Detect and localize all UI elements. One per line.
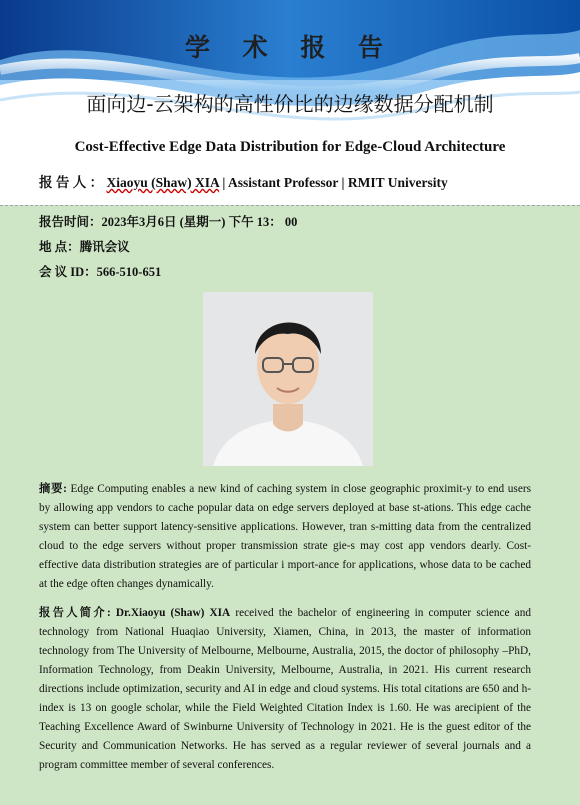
speaker-details: | Assistant Professor | RMIT University: [222, 175, 448, 190]
bio-paragraph: [39, 604, 531, 775]
talk-title-en: Cost-Effective Edge Data Distribution for Edge-Cloud Architecture: [74, 139, 506, 155]
abstract-text: Edge Computing enables a new kind of caching system in close geographic proximit-y to end users by allowing app vendors to cache popular data on edge servers deployed at base st-ations. This edge cache system can better support latency-sensitive applications. However, tran s-mitting data from the centralized cloud to the edge servers without proper transmission strate gie-s may cost app vendors dearly. Cost-effective data distribution strategies are of particular i mport-ance for applications, whose data to be cached at the edge often changes dynamically.: [39, 483, 531, 590]
speaker-label: 报 告 人 ：: [39, 175, 104, 190]
abstract-paragraph: [39, 480, 531, 594]
banner-title: 学 术 报 告: [184, 33, 396, 62]
talk-title-cn: 面向边-云架构的高性价比的边缘数据分配机制: [86, 92, 494, 116]
talk-location: 地 点：腾讯会议: [39, 240, 130, 254]
speaker-photo: [203, 292, 373, 466]
meeting-id: 会 议 ID：566-510-651: [39, 265, 162, 279]
speaker-name: Xiaoyu (Shaw) XIA: [106, 175, 220, 190]
divider: [0, 205, 580, 206]
bio-name: Dr.Xiaoyu (Shaw) XIA: [110, 607, 231, 619]
talk-time: 报告时间：2023年3月6日 (星期一) 下午 13： 00: [39, 215, 298, 229]
bio-label: 报告人简介:: [39, 607, 111, 619]
bio-text: received the bachelor of engineering in computer science and technology from National Huaqiao University, Xiamen, China, in 2013, the master of information technology from The University of Melbourne, Melbourne, Australia, 2015, the doctor of philosophy –PhD, Information Technology, from Deakin University, Melbourne, Australia, in 2021. His current research directions include optimization, security and AI in edge and cloud systems. His total citations are 650 and h-index is 13 on google scholar, while the Field Weighted Citation Index is 1.60. He was arecipient of the Teaching Excellence Award of Swinburne University of Technology in 2021. He is the guest editor of the Security and Communication Networks. He has served as a regular reviewer of several journals and a program committee member of several conferences.: [39, 607, 531, 771]
speaker-line: [39, 171, 448, 191]
abstract-label: 摘要:: [39, 483, 67, 495]
header-banner: [0, 0, 580, 205]
